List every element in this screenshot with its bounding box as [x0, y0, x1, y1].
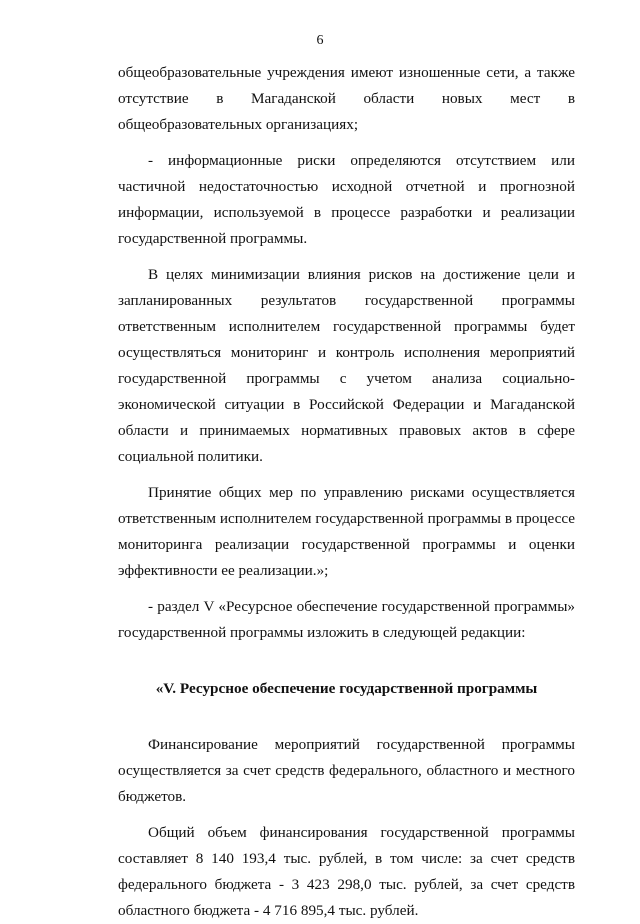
paragraph-continuation: общеобразовательные учреждения имеют изношенные сети, а также отсутствие в Магаданской области новых мест в общеобразовательных организациях;: [118, 64, 575, 133]
paragraph-information-risks: - информационные риски определяются отсутствием или частичной недостаточностью исходной отчетной и прогнозной информации, используемой в процессе разработки и реализации государственной программы.: [118, 152, 575, 247]
section-heading: «V. Ресурсное обеспечение государственной программы: [155, 680, 538, 697]
page-number: 6: [316, 33, 324, 48]
paragraph-financing-sources: Финансирование мероприятий государственной программы осуществляется за счет средств федерального, областного и местного бюджетов.: [118, 736, 575, 805]
paragraph-section-amendment: - раздел V «Ресурсное обеспечение государственной программы» государственной программы изложить в следующей редакции:: [118, 598, 575, 641]
document-body: [118, 60, 575, 924]
paragraph-financing-total: Общий объем финансирования государственной программы составляет 8 140 193,4 тыс. рублей, в том числе: за счет средств федерального бюджета - 3 423 298,0 тыс. рублей, за счет средств областного бюджета - 4 716 895,4 тыс. рублей.: [118, 824, 575, 919]
paragraph-risk-management: Принятие общих мер по управлению рисками осуществляется ответственным исполнителем государственной программы в процессе мониторинга реализации государственной программы и оценки эффективности ее реализации.»;: [118, 484, 575, 579]
paragraph-risk-minimization: В целях минимизации влияния рисков на достижение цели и запланированных результатов государственной программы ответственным исполнителем государственной программы будет осуществляться мониторинг и контроль исполнения мероприятий государственной программы с учетом анализа социально-экономической ситуации в Российской Федерации и Магаданской области и принимаемых нормативных правовых актов в сфере социальной политики.: [118, 266, 575, 465]
